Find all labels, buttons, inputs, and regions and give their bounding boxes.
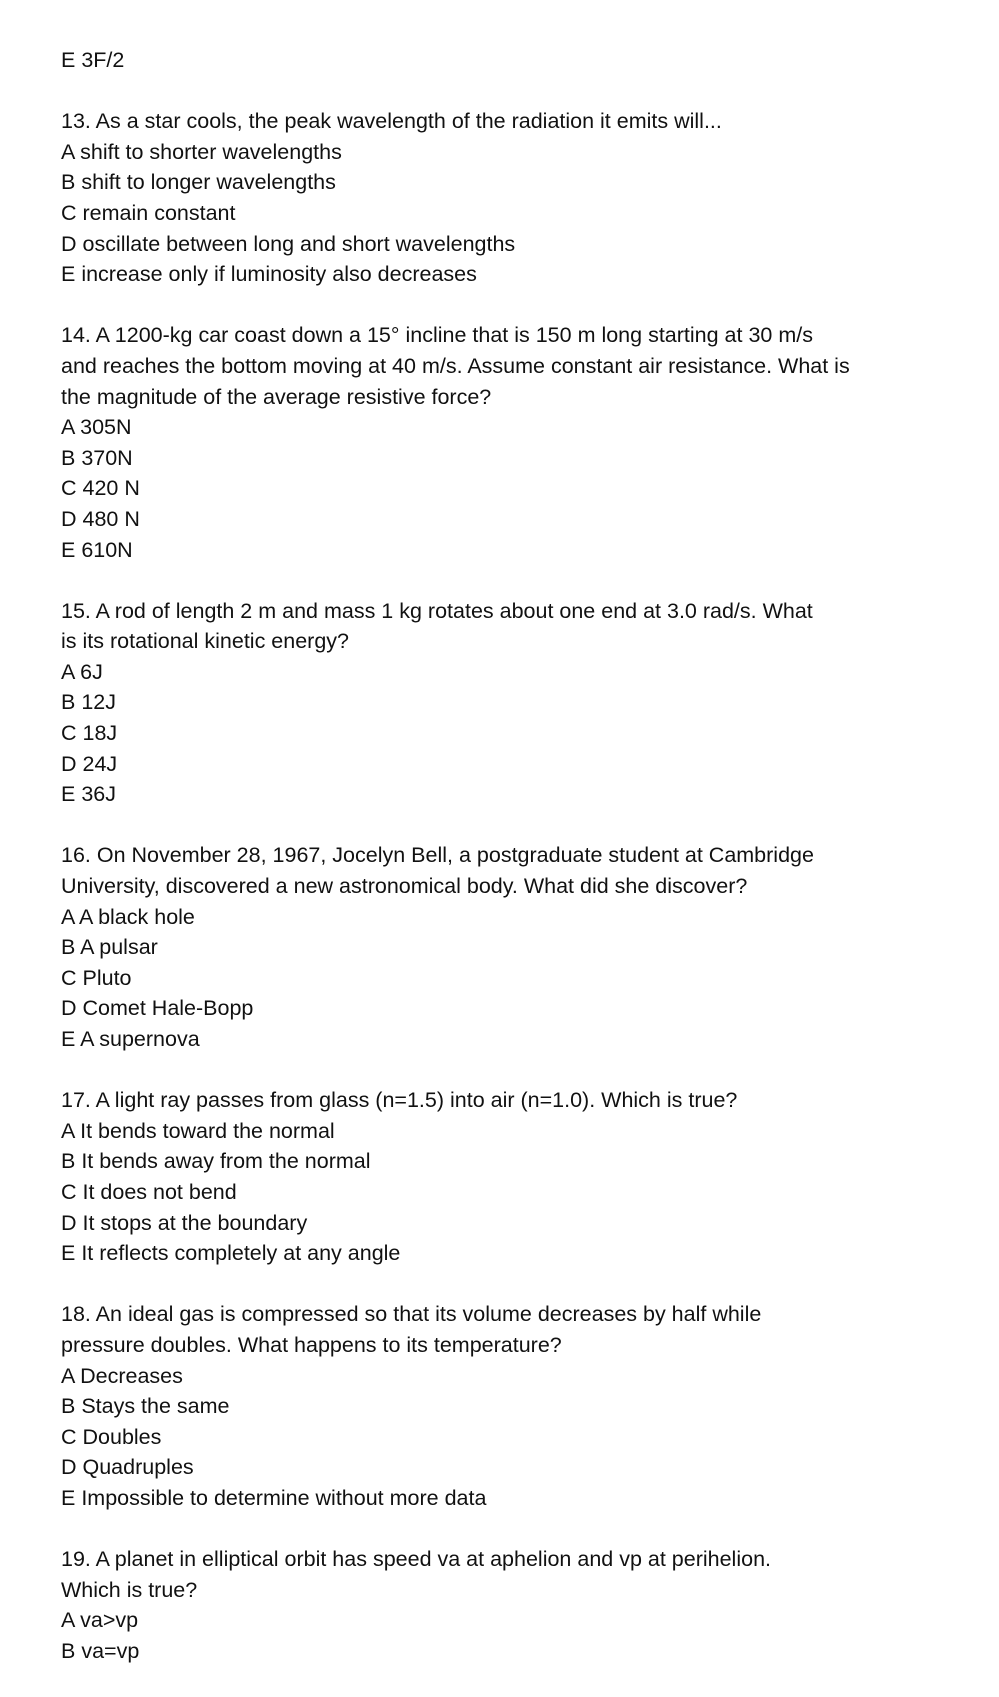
answer-option: B 370N — [61, 445, 133, 470]
answer-option: B Stays the same — [61, 1394, 230, 1419]
answer-option: D oscillate between long and short wavelengths — [61, 231, 516, 256]
answer-option: D Quadruples — [61, 1455, 194, 1480]
answer-option: D 480 N — [61, 506, 140, 531]
answer-option: B It bends away from the normal — [61, 1149, 371, 1174]
answer-option: D It stops at the boundary — [61, 1210, 308, 1235]
question-stem-line: and reaches the bottom moving at 40 m/s. Assume constant air resistance. What is — [61, 353, 850, 378]
question-stem-line: pressure doubles. What happens to its temperature? — [61, 1332, 562, 1357]
answer-option: A shift to shorter wavelengths — [61, 139, 342, 164]
question-stem-line: 17. A light ray passes from glass (n=1.5) into air (n=1.0). Which is true? — [61, 1088, 738, 1113]
question-stem-line: 15. A rod of length 2 m and mass 1 kg rotates about one end at 3.0 rad/s. What — [61, 598, 813, 623]
answer-option: E increase only if luminosity also decreases — [61, 262, 477, 287]
answer-option: A A black hole — [61, 904, 195, 929]
question-spacer — [61, 76, 961, 107]
question-spacer — [61, 810, 961, 841]
question-spacer — [61, 1055, 961, 1086]
answer-option: C It does not bend — [61, 1179, 237, 1204]
question-stem-line: 18. An ideal gas is compressed so that its volume decreases by half while — [61, 1302, 762, 1327]
question-stem-line: 19. A planet in elliptical orbit has speed va at aphelion and vp at perihelion. — [61, 1547, 771, 1572]
answer-option: C 420 N — [61, 476, 140, 501]
answer-option: B A pulsar — [61, 935, 158, 960]
question-block — [61, 1055, 961, 1269]
answer-option: A va>vp — [61, 1608, 139, 1633]
question-spacer — [61, 290, 961, 321]
question-spacer — [61, 1269, 961, 1300]
question-spacer — [61, 1514, 961, 1545]
answer-option: E Impossible to determine without more data — [61, 1485, 487, 1510]
answer-option: B va=vp — [61, 1638, 140, 1663]
question-stem-line: the magnitude of the average resistive force? — [61, 384, 492, 409]
answer-option: D Comet Hale-Bopp — [61, 996, 254, 1021]
answer-option: C Doubles — [61, 1424, 162, 1449]
question-spacer — [61, 565, 961, 596]
question-stem-line: Which is true? — [61, 1577, 198, 1602]
answer-option: D 24J — [61, 751, 118, 776]
answer-option: E It reflects completely at any angle — [61, 1241, 401, 1266]
answer-option: E A supernova — [61, 1027, 200, 1051]
answer-option: B 12J — [61, 690, 116, 715]
question-stem-line: is its rotational kinetic energy? — [61, 629, 350, 654]
question-stem-line: 14. A 1200-kg car coast down a 15° incline that is 150 m long starting at 30 m/s — [61, 323, 813, 348]
answer-option: B shift to longer wavelengths — [61, 170, 336, 195]
answer-option: A Decreases — [61, 1363, 183, 1388]
answer-option: A 305N — [61, 415, 132, 440]
question-block — [61, 810, 961, 1055]
question-block — [61, 1514, 961, 1667]
answer-option: A 6J — [61, 659, 103, 684]
answer-option: C 18J — [61, 721, 118, 746]
answer-option: A It bends toward the normal — [61, 1118, 335, 1143]
answer-option: C Pluto — [61, 965, 132, 990]
question-block — [61, 565, 961, 810]
question-block — [61, 1269, 961, 1514]
answer-option: C remain constant — [61, 200, 236, 225]
question-stem-line: University, discovered a new astronomical body. What did she discover? — [61, 874, 748, 899]
answer-option: E 610N — [61, 537, 133, 562]
question-block — [61, 290, 961, 565]
leading-answer-option: E 3F/2 — [61, 48, 125, 72]
document-page — [61, 45, 961, 1666]
question-list — [61, 76, 961, 1667]
question-stem-line: 16. On November 28, 1967, Jocelyn Bell, a postgraduate student at Cambridge — [61, 843, 814, 868]
question-stem-line: 13. As a star cools, the peak wavelength of the radiation it emits will... — [61, 109, 722, 134]
answer-option: E 36J — [61, 782, 116, 807]
question-block — [61, 76, 961, 290]
